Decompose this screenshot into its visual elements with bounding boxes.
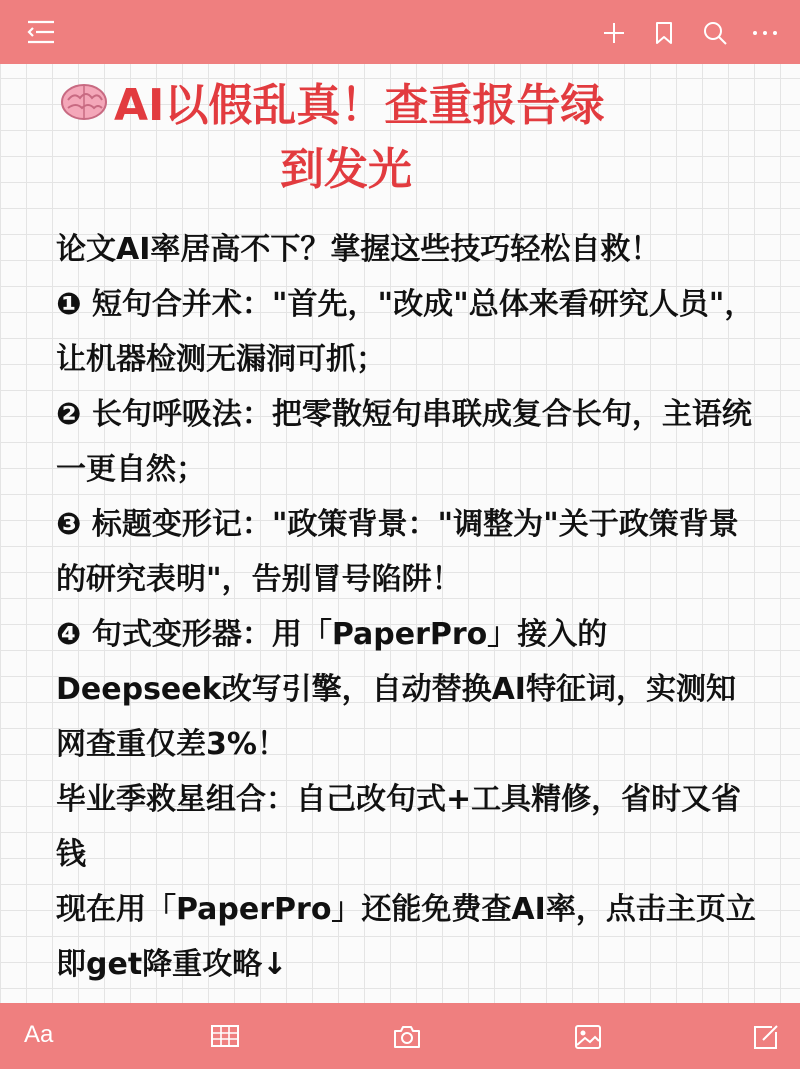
- camera-icon[interactable]: [392, 1024, 422, 1050]
- note-title: [60, 80, 740, 196]
- paragraph: 毕业季救星组合：自己改句式+工具精修，省时又省钱: [56, 782, 742, 872]
- paragraph: ❸ 标题变形记："政策背景："调整为"关于政策背景的研究表明"，告别冒号陷阱！: [56, 507, 739, 597]
- title-text-1: AI以假乱真！查重报告绿: [114, 80, 605, 131]
- bookmark-icon[interactable]: [654, 21, 674, 45]
- note-body: [56, 222, 756, 992]
- collapse-menu-icon[interactable]: [24, 18, 56, 46]
- font-format-button[interactable]: Aa: [24, 1021, 54, 1048]
- paragraph: 论文AI率居高不下？掌握这些技巧轻松自救！: [56, 232, 661, 267]
- title-line-2: 到发光: [280, 144, 412, 195]
- title-line-1: [60, 80, 740, 134]
- paragraph: ❷ 长句呼吸法：把零散短句串联成复合长句，主语统一更自然；: [56, 397, 752, 487]
- search-icon[interactable]: [702, 20, 728, 46]
- top-toolbar: [0, 0, 800, 64]
- paragraph: 现在用「PaperPro」还能免费查AI率，点击主页立即get降重攻略↓: [56, 892, 756, 982]
- plus-icon[interactable]: [602, 21, 626, 45]
- paragraph: ❶ 短句合并术："首先，"改成"总体来看研究人员"，让机器检测无漏洞可抓；: [56, 287, 755, 377]
- more-dots-icon[interactable]: [752, 30, 778, 36]
- table-icon[interactable]: [210, 1024, 240, 1048]
- paragraph: ❹ 句式变形器：用「PaperPro」接入的Deepseek改写引擎，自动替换AI特征词，实测知网查重仅差3%！: [56, 617, 736, 762]
- brain-emoji-icon: [60, 82, 108, 134]
- image-icon[interactable]: [574, 1024, 602, 1050]
- compose-icon[interactable]: [752, 1024, 780, 1050]
